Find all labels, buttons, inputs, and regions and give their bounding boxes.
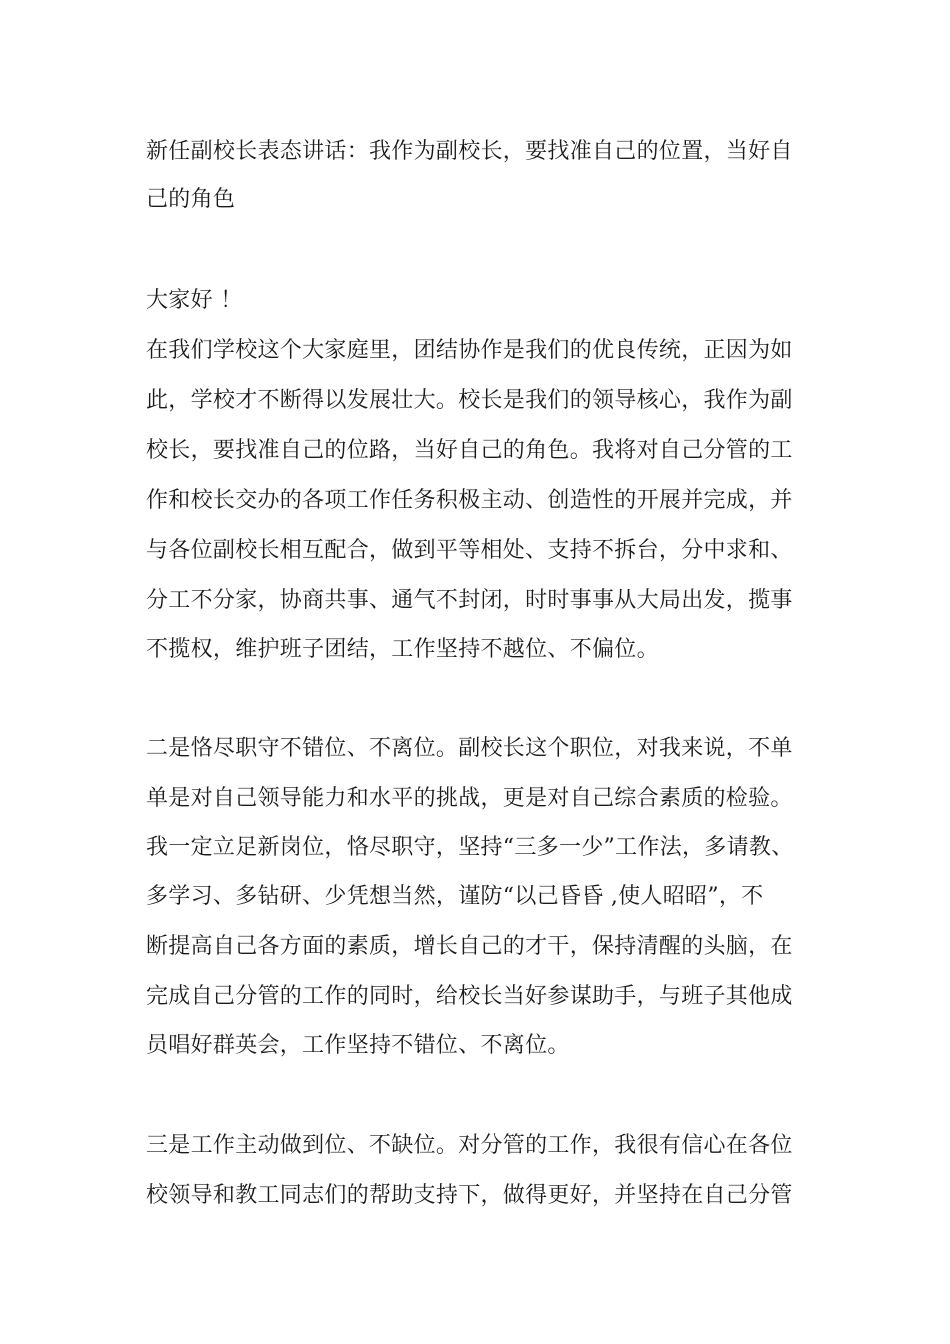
paragraph-2-line-3: 我一定立足新岗位，恪尽职守，坚持“三多一少”工作法，多请教、 [146,835,794,860]
paragraph-2-line-4: 多学习、多钻研、少凭想当然，谨防“以己昏昏 ,使人昭昭”，不 [146,884,764,909]
paragraph-1-line-7: 不揽权，维护班子团结，工作坚持不越位、不偏位。 [146,637,659,662]
paragraph-1-line-5: 与各位副校长相互配合，做到平等相处、支持不拆台，分中求和、 [146,538,793,563]
paragraph-1-line-3: 校长，要找准自己的位路，当好自己的角色。我将对自己分管的工 [146,438,793,463]
paragraph-2-line-5: 断提高自己各方面的素质，增长自己的才干，保持清醒的头脑，在 [146,934,793,959]
paragraph-2-line-1: 二是恪尽职守不错位、不离位。副校长这个职位，对我来说，不单 [146,736,793,761]
document-title-line-1: 新任副校长表态讲话：我作为副校长，要找准自己的位置，当好自 [146,139,793,164]
paragraph-1-line-2: 此，学校才不断得以发展壮大。校长是我们的领导核心，我作为副 [146,388,793,413]
paragraph-1-line-1: 在我们学校这个大家庭里，团结协作是我们的优良传统，正因为如 [146,338,793,363]
paragraph-1-line-6: 分工不分家，协商共事、通气不封闭，时时事事从大局出发，揽事 [146,588,793,613]
paragraph-2-line-2: 单是对自己领导能力和水平的挑战，更是对自己综合素质的检验。 [146,786,793,811]
paragraph-3-line-2: 校领导和教工同志们的帮助支持下，做得更好，并坚持在自己分管 [146,1183,793,1208]
greeting: 大家好 ！ [146,288,243,313]
document-title-line-2: 己的角色 [146,187,236,212]
paragraph-3-line-1: 三是工作主动做到位、不缺位。对分管的工作，我很有信心在各位 [146,1133,793,1158]
paragraph-1-line-4: 作和校长交办的各项工作任务积极主动、创造性的开展并完成，并 [146,488,793,513]
paragraph-2-line-6: 完成自己分管的工作的同时，给校长当好参谋助手，与班子其他成 [146,984,793,1009]
paragraph-2-line-7: 员唱好群英会，工作坚持不错位、不离位。 [146,1033,570,1058]
